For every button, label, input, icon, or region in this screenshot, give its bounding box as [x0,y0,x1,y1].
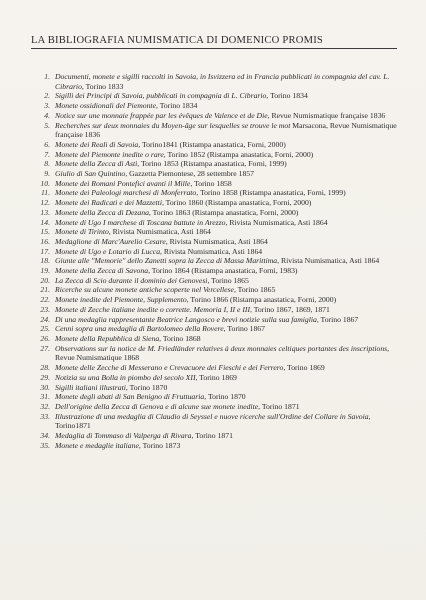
entry-number: 5. [44,120,50,130]
entry-number: 7. [44,149,50,159]
entry-text [55,169,402,179]
entry-number: 21. [40,285,50,295]
entry-number: 4. [44,110,50,120]
entry-publication: Torino 1865 [209,275,249,285]
entry-text [55,324,402,334]
entry-number: 15. [40,227,50,237]
entry-publication: Torino 1870 [127,382,168,392]
bibliography-entry [30,179,402,189]
entry-text [55,295,402,305]
bibliography-entry [30,315,402,325]
bibliography-entry [30,441,402,451]
bibliography-entry [30,188,402,198]
bibliography-entry [30,276,402,286]
entry-text [55,344,402,363]
bibliography-entry [30,121,402,140]
entry-number: 18. [40,256,50,266]
entry-publication: Torino 1870 [206,392,246,402]
bibliography-entry [30,256,402,266]
bibliography-entry [30,208,402,218]
entry-publication: Torino 1869 [285,363,325,373]
entry-publication: Torino 1867, 1869, 1871 [251,304,330,314]
entry-number: 32. [40,401,50,411]
entry-number: 11. [40,188,50,198]
bibliography-list [30,72,402,450]
entry-number: 14. [40,217,50,227]
entry-title: Monete degli abati di San Benigno di Fruttuaria, [55,392,207,402]
entry-title: Monete dei Paleologi marchesi di Monferrato, [55,188,199,198]
entry-number: 16. [40,236,50,246]
entry-number: 20. [40,275,50,285]
bibliography-entry [30,198,402,208]
bibliography-entry [30,402,402,412]
entry-number: 9. [44,169,50,179]
bibliography-entry [30,72,402,91]
entry-number: 6. [44,139,50,149]
bibliography-entry [30,324,402,334]
bibliography-entry [30,237,402,247]
entry-text [55,198,402,208]
entry-title: Documenti, monete e sigilli raccolti in Savoia, in Isvizzera ed in Francia pubblicati in compagnia del cav. L. Cibrario, [55,72,390,91]
entry-title: Notizia su una Bolla in piombo del secolo XII, [55,372,198,382]
entry-publication: Torino1841 (Ristampa anastatica, Forni, 2000) [140,139,286,149]
entry-publication: Torino 1869 [197,372,237,382]
entry-text [55,256,402,266]
entry-title: Monete di Tirinto, [55,227,111,237]
entry-number: 26. [40,333,50,343]
entry-number: 27. [40,343,50,353]
entry-text [55,441,402,451]
entry-text [55,392,402,402]
bibliography-entry [30,101,402,111]
bibliography-entry [30,227,402,237]
bibliography-entry [30,285,402,295]
entry-text [55,140,402,150]
entry-title: Monete della Zecca di Asti, [55,159,140,169]
bibliography-entry [30,305,402,315]
entry-number: 30. [40,382,50,392]
entry-publication: Torino 1833 [83,81,124,91]
entry-text [55,383,402,393]
entry-text [55,101,402,111]
bibliography-entry [30,344,402,363]
entry-title: Monete e medaglie italiane, [55,440,141,450]
entry-title: Illustrazione di una medaglia di Claudio di Seyssel e nuove ricerche sull'Ordine del Collare in Savoia, [55,411,371,421]
entry-publication: Rivista Numismatica, Asti 1864 [279,256,380,266]
bibliography-entry [30,111,402,121]
bibliography-entry [30,392,402,402]
bibliography-entry [30,140,402,150]
entry-number: 23. [40,304,50,314]
entry-text [55,72,402,91]
entry-title: Monete ossidionali del Piemonte, [55,101,158,111]
entry-publication: Torino1871 [55,421,91,431]
heading-block [31,34,397,49]
entry-title: Ricerche su alcune monete antiche scoperte nel Vercellese, [55,285,236,295]
entry-title: La Zecca di Scio durante il dominio dei Genovesi, [55,275,210,285]
bibliography-entry [30,159,402,169]
entry-number: 28. [40,363,50,373]
entry-title: Monete inedite del Piemonte, Supplemento, [55,295,189,305]
bibliography-entry [30,247,402,257]
entry-text [55,266,402,276]
entry-title: Monete di Zecche italiane inedite o corrette. Memoria I, II e III, [55,304,252,314]
entry-text [55,208,402,218]
entry-text [55,431,402,441]
entry-publication: Torino 1834 [157,101,198,111]
entry-publication: Torino 1858 [192,178,232,188]
entry-title: Monete di Ugo e Lotario di Lucca, [55,246,162,256]
entry-text [55,227,402,237]
bibliography-entry [30,266,402,276]
entry-title: Recherches sur deux monnaies du Moyen-âge sur lesquelles se trouve le mot [55,120,291,130]
bibliography-entry [30,431,402,441]
entry-publication: Rivista Numismatica, Asti 1864 [161,246,263,256]
entry-title: Sigilli italiani illustrati, [55,382,128,392]
entry-text [55,150,402,160]
entry-title: Medaglia di Tommaso di Valperga di Rivara, [55,431,194,441]
entry-title: Giunte alle "Memorie" dello Zanetti sopra la Zecca di Massa Marittima, [55,256,280,266]
bibliography-entry [30,412,402,431]
bibliography-entry [30,150,402,160]
bibliography-entry [30,334,402,344]
entry-publication: Torino 1853 (Ristampa anastatica, Forni, 1999) [139,159,287,169]
entry-number: 29. [40,372,50,382]
entry-number: 31. [40,392,50,402]
entry-publication: Rivista Numismatica, Asti 1864 [110,227,211,237]
entry-number: 3. [44,101,50,111]
entry-text [55,315,402,325]
entry-title: Giulio di San Quintino, [55,169,128,179]
entry-text [55,247,402,257]
entry-text [55,91,402,101]
entry-publication: Torino 1852 (Ristampa anastatica, Forni, 2000) [165,149,314,159]
entry-text [55,412,402,431]
bibliography-entry [30,169,402,179]
page-heading: LA BIBLIOGRAFIA NUMISMATICA DI DOMENICO PROMIS [31,35,324,46]
entry-number: 17. [40,246,50,256]
entry-number: 24. [40,314,50,324]
entry-text [55,276,402,286]
entry-publication: Marsacona, Revue Numismatique française 1836 [55,120,397,140]
entry-text [55,373,402,383]
entry-publication: Torino 1867 [225,324,265,334]
entry-publication: Revue Numismatique 1868 [55,353,140,363]
entry-number: 13. [40,207,50,217]
entry-text [55,179,402,189]
entry-title: Monete della Zecca di Savona, [55,266,150,276]
bibliography-entry [30,363,402,373]
entry-text [55,363,402,373]
entry-text [55,111,402,121]
entry-publication: Torino 1864 (Ristampa anastatica, Forni, 1983) [150,266,298,276]
entry-text [55,334,402,344]
entry-number: 22. [40,295,50,305]
bibliography-entry [30,295,402,305]
entry-text [55,402,402,412]
entry-number: 19. [40,266,50,276]
entry-number: 2. [44,91,50,101]
entry-publication: Torino 1858 (Ristampa anastatica, Forni, 1999) [198,188,346,198]
entry-title: Observations sur la notice de M. Friedländer relatives à deux monnaies celtiques portantes des inscriptions, [55,343,390,353]
entry-title: Monete della Repubblica di Siena, [55,333,162,343]
entry-title: Monete del Piemonte inedite o rare, [55,149,166,159]
entry-text [55,305,402,315]
entry-publication: Revue Numismatique française 1836 [269,110,386,120]
bibliography-entry [30,383,402,393]
entry-publication: Torino 1834 [268,91,308,101]
entry-title: Monete delle Zecche di Messerano e Crevacuore dei Fieschi e dei Ferrero, [55,363,286,373]
entry-title: Monete di Ugo I marchese di Toscana battute in Arezzo, [55,217,228,227]
entry-publication: Torino 1867 [318,314,359,324]
entry-number: 34. [40,431,50,441]
entry-number: 8. [44,159,50,169]
entry-number: 25. [40,324,50,334]
entry-publication: Torino 1863 (Ristampa anastatica, Forni, 2000) [150,207,299,217]
bibliography-entry [30,218,402,228]
entry-publication: Torino 1871 [260,401,300,411]
entry-publication: Torino 1860 (Ristampa anastatica, Forni, 2000) [163,198,312,208]
entry-number: 1. [44,72,50,81]
entry-publication: Torino 1871 [193,431,233,441]
entry-number: 10. [40,178,50,188]
entry-text [55,188,402,198]
entry-publication: Torino 1865 [235,285,276,295]
bibliography-entry [30,91,402,101]
entry-title: Medaglione di Marc'Aurelio Cesare, [55,236,168,246]
entry-publication: Rivista Numismatica, Asti 1864 [167,236,268,246]
entry-title: Monete dei Romani Pontefici avanti il Mille, [55,178,193,188]
entry-text [55,285,402,295]
entry-publication: Torino 1873 [140,440,181,450]
entry-number: 12. [40,198,50,208]
entry-text [55,237,402,247]
entry-publication: Torino 1868 [161,333,201,343]
bibliography-entry [30,373,402,383]
entry-text [55,159,402,169]
entry-title: Di una medaglia rappresentante Beatrice Langosco e brevi notizie sulla sua famiglia, [55,314,319,324]
entry-title: Notice sur une monnaie frappée par les évêques de Valence et de Die, [55,110,270,120]
heading-underline [31,48,397,49]
entry-title: Sigilli dei Principi di Savoia, pubblicati in compagnia di L. Cibrario, [55,91,269,101]
entry-title: Monete dei Reali di Savoia, [55,139,141,149]
entry-publication: Gazzetta Piemontese, 28 settembre 1857 [127,169,254,179]
entry-title: Monete dei Radicati e dei Mazzetti, [55,198,164,208]
entry-number: 35. [40,440,50,450]
entry-publication: Torino 1866 (Ristampa anastatica, Forni, 2000) [188,295,337,305]
entry-text [55,121,402,140]
entry-title: Dell'origine della Zecca di Genova e di alcune sue monete inedite, [55,401,261,411]
entry-title: Cenni sopra una medaglia di Bartolomeo della Rovere, [55,324,226,334]
entry-text [55,218,402,228]
entry-publication: Rivista Numismatica, Asti 1864 [227,217,328,227]
entry-title: Monete della Zecca di Dezana, [55,207,151,217]
entry-number: 33. [40,411,50,421]
